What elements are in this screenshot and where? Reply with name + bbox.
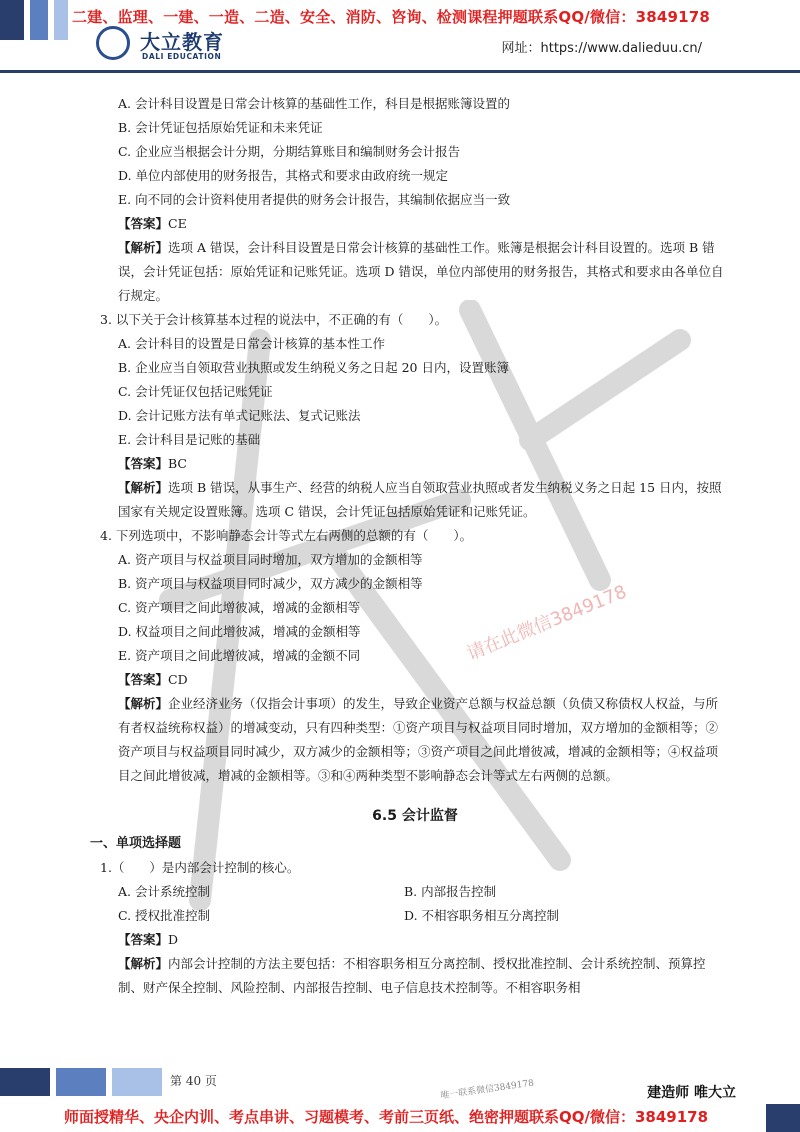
option: D. 单位内部使用的财务报告，其格式和要求由政府统一规定 [118, 168, 449, 183]
section-title: 6.5 会计监督 [372, 808, 458, 824]
answer-value: CD [168, 672, 188, 687]
option: D. 会计记账方法有单式记账法、复式记账法 [118, 408, 361, 423]
answer-label: 【答案】 [118, 216, 169, 231]
option: E. 向不同的会计资料使用者提供的财务会计报告，其编制依据应当一致 [118, 192, 511, 207]
answer-value: D [168, 932, 179, 947]
option-row [100, 880, 730, 904]
option-row [100, 904, 730, 928]
website-url[interactable]: 网址：https://www.dalieduu.cn/ [501, 41, 702, 56]
option: C. 企业应当根据会计分期，分期结算账目和编制财务会计报告 [118, 144, 461, 159]
question: 3. 以下关于会计核算基本过程的说法中，不正确的有（ ）。 [100, 312, 448, 327]
footer-promo: 师面授精华、央企内训、考点串讲、习题模考、考前三页纸、绝密押题联系QQ/微信：3849178 [64, 1108, 709, 1126]
option: E. 资产项目之间此增彼减，增减的金额不同 [118, 648, 361, 663]
option: B. 资产项目与权益项目同时减少，双方减少的金额相等 [118, 576, 423, 591]
answer-line [100, 928, 730, 952]
answer-line [100, 212, 730, 236]
question: 4. 下列选项中，不影响静态会计等式左右两侧的总额的有（ ）。 [100, 528, 473, 543]
document-body [90, 92, 730, 1000]
answer-label: 【答案】 [118, 672, 169, 687]
explanation-label: 【解析】 [118, 240, 169, 255]
answer-label: 【答案】 [118, 456, 169, 471]
option: A. 会计科目设置是日常会计核算的基础性工作，科目是根据账簿设置的 [118, 96, 510, 111]
explanation [100, 692, 730, 788]
explanation-label: 【解析】 [118, 480, 169, 495]
explanation-text: 内部会计控制的方法主要包括：不相容职务相互分离控制、授权批准控制、会计系统控制、预算控制、财产保全控制、风险控制、内部报告控制、电子信息技术控制等。不相容职务相 [118, 956, 706, 995]
explanation [100, 236, 730, 308]
footer-brand: 建造师 唯大立 [647, 1085, 736, 1101]
answer-label: 【答案】 [118, 932, 169, 947]
option: C. 会计凭证仅包括记账凭证 [118, 384, 273, 399]
option: B. 内部报告控制 [404, 884, 497, 899]
section-subheading: 一、单项选择题 [90, 836, 182, 851]
explanation-text: 企业经济业务（仅指会计事项）的发生，导致企业资产总额与权益总额（负债又称债权人权益，与所有者权益统称权益）的增减变动，只有四种类型：①资产项目与权益项目同时增加，双方增加的金额相等；②资产项目与权益项目同时减少，双方减少的金额相等；③资产项目之间此增彼减，增减的金额相等；④权益项目之间此增彼减，增减的金额相等。③和④两种类型不影响静态会计等式左右两侧的总额。 [118, 696, 719, 783]
question: 1.（ ）是内部会计控制的核心。 [100, 860, 300, 875]
answer-value: BC [168, 456, 187, 471]
page-number: 第 40 页 [170, 1074, 217, 1088]
option: A. 会计系统控制 [118, 884, 210, 899]
option: D. 权益项目之间此增彼减，增减的金额相等 [118, 624, 361, 639]
header-divider [0, 70, 800, 73]
header-promo: 二建、监理、一建、一造、二造、安全、消防、咨询、检测课程押题联系QQ/微信：3849178 [72, 8, 711, 26]
explanation-label: 【解析】 [118, 956, 169, 971]
explanation [100, 476, 730, 524]
answer-line [100, 668, 730, 692]
footer-block [766, 1104, 800, 1132]
option: D. 不相容职务相互分离控制 [404, 908, 560, 923]
logo-subtitle: DALI EDUCATION [142, 52, 222, 61]
option: A. 资产项目与权益项目同时增加，双方增加的金额相等 [118, 552, 423, 567]
logo-name: 大立教育 [140, 30, 224, 54]
explanation-text: 选项 A 错误，会计科目设置是日常会计核算的基础性工作。账簿是根据会计科目设置的。选项 B 错误，会计凭证包括：原始凭证和记账凭证。选项 D 错误，单位内部使用的财务报告，其格式和要求由各单位自行规定。 [118, 240, 724, 303]
footer-watermark: 唯一联系微信3849178 [439, 1078, 535, 1102]
option: C. 资产项目之间此增彼减，增减的金额相等 [118, 600, 361, 615]
answer-value: CE [168, 216, 187, 231]
watermark-stamp: 请在此微信3849178 [464, 581, 630, 665]
option: B. 企业应当自领取营业执照或发生纳税义务之日起 20 日内，设置账簿 [118, 360, 509, 375]
option: E. 会计科目是记账的基础 [118, 432, 261, 447]
option: B. 会计凭证包括原始凭证和未来凭证 [118, 120, 323, 135]
explanation-text: 选项 B 错误，从事生产、经营的纳税人应当自领取营业执照或者发生纳税义务之日起 15 日内，按照国家有关规定设置账簿。选项 C 错误，会计凭证包括原始凭证和记账凭证。 [118, 480, 722, 519]
logo [96, 26, 266, 66]
option: C. 授权批准控制 [118, 908, 211, 923]
explanation [100, 952, 730, 1000]
answer-line [100, 452, 730, 476]
explanation-label: 【解析】 [118, 696, 169, 711]
logo-emblem-icon [96, 26, 130, 60]
option: A. 会计科目的设置是日常会计核算的基本性工作 [118, 336, 385, 351]
